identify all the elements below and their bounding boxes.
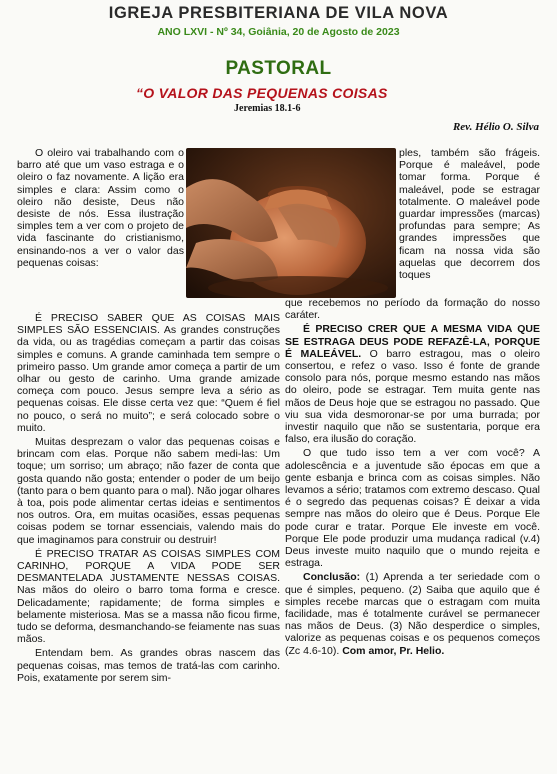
paragraph-despise: Muitas desprezam o valor das pequenas coisas e brincam com elas. Porque não sabem medi-las: Um toque; um sorriso; um abraço; não fazer de conta que gosta quando não gosta; entender o poder de um beijo (tanto para o bem quanto para o mal). Não jogar olhares à toa, pois pode alimentar certas ideias e sentimentos nos outros. Ora, em muitas ocasiões, essas pequenas coisas podem se tornar essenciais, valendo mais do que imaginamos para construir ou destruir! bbox=[17, 436, 280, 546]
potter-photo bbox=[186, 148, 396, 298]
paragraph-essential: É PRECISO SABER QUE AS COISAS MAIS SIMPLES SÃO ESSENCIAIS. As grandes construções da vida, ou as tragédias começam a partir das coisas simples e comuns. A grande caminhada tem sempre o primeiro passo. Um grande amor começa a partir de um olhar ou gesto de carinho. Uma grande amizade começa com pouco. Jesus sempre leva a sério as pequenas coisas. Ele disse certa vez que: “Quem é fiel no pouco, o será no muito”; e será colocado sobre o muito. bbox=[17, 312, 280, 434]
section-title: PASTORAL bbox=[225, 58, 332, 79]
church-name: IGREJA PRESBITERIANA DE VILA NOVA bbox=[108, 4, 449, 22]
paragraph-right-top: ples, também são frágeis. Porque é maleável, pode tomar forma. Porque é maleável, pode se estragar totalmente. O maleável pode guardar impressões (marcas) profundas para sempre; As grandes impressões que ficam na nossa vida são aquelas que decorrem dos toques bbox=[399, 147, 540, 282]
paragraph-great-works: Entendam bem. As grandes obras nascem das pequenas coisas, mas temos de tratá-las com carinho. Pois, exatamente por serem sim- bbox=[17, 647, 280, 684]
article-title: “O VALOR DAS PEQUENAS COISAS bbox=[136, 85, 388, 101]
closing-signature: Com amor, Pr. Helio. bbox=[342, 644, 445, 657]
paragraph-intro: O oleiro vai trabalhando com o barro até que um vaso estraga e o oleiro o faz novamente. A lição era simples e clara: Assim como o oleiro não desiste, Deus não desiste de nós. Essa ilustração simples tem a ver com o projeto de vida fascinante do cristianismo, ensinando-nos a ver o valor das pequenas coisas: bbox=[17, 147, 184, 269]
scripture-reference: Jeremias 18.1-6 bbox=[234, 103, 301, 114]
column-right-top bbox=[399, 147, 540, 283]
column-left-top bbox=[17, 147, 184, 271]
paragraph-believe bbox=[285, 323, 540, 445]
believe-text: O barro estragou, mas o oleiro consertou, e refez o vaso. Isso é fonte de grande consolo para nós, porque mesmo estando nas mãos do oleiro, pode se estragar. Tem muita gente nas mãos de Deus hoje que se estragou no passado. Que viu sua vida desmoronar-se por uma burrada; por investir naquilo que não se sustentaria, porque era falso, era ilusão do coração. bbox=[285, 347, 540, 446]
conclusion-text: (1) Aprenda a ter seriedade com o que é simples, pequeno. (2) Saiba que aquilo que é simples recebe marcas que o estragam com muita facilidade, mas é totalmente curável se permanecer nas mãos de Deus. (3) Não desperdice o simples, valorize as pequenas coisas e os pequenos começos (Zc 4.6-10). bbox=[285, 571, 540, 657]
paragraph-treat-carefully: É PRECISO TRATAR AS COISAS SIMPLES COM CARINHO, PORQUE A VIDA PODE SER DESMANTELADA JUSTAMENTE NESSAS COISAS. Nas mãos do oleiro o barro toma forma e cresce. Delicadamente; rapidamente; de forma simples e belamente misteriosa. Mas se a massa não ficou firme, tudo se deforma, desmanchando-se feiamente nas suas mãos. bbox=[17, 547, 280, 646]
author-name: Rev. Hélio O. Silva bbox=[452, 121, 539, 133]
column-right-main bbox=[285, 297, 540, 659]
column-left-main bbox=[17, 312, 280, 686]
believe-heading: É PRECISO CRER QUE A MESMA VIDA QUE SE ESTRAGA DEUS PODE REFAZÊ-LA, PORQUE É MALEÁVEL. bbox=[285, 323, 540, 360]
paragraph-what-to-do: O que tudo isso tem a ver com você? A adolescência e a juventude são épocas em que a gente esbanja e brinca com as coisas simples. Não levamos a sério; tratamos com extremo descaso. Qual é o segredo das pequenas coisas? É deixar a vida sempre nas mãos do oleiro que é Deus. Porque Ele pode curar e tratar. Porque Ele investe em você. Porque Ele pode produzir uma mudança radical (v.4) Deus investe muito naquilo que o mundo rejeita e estraga. bbox=[285, 447, 540, 570]
issue-line: ANO LXVI - Nº 34, Goiânia, 20 de Agosto de 2023 bbox=[157, 26, 400, 38]
paragraph-conclusion bbox=[285, 571, 540, 656]
conclusion-label: Conclusão: bbox=[303, 571, 361, 584]
potter-hands-image bbox=[186, 148, 396, 298]
paragraph-formation: que recebemos no período da formação do nosso caráter. bbox=[285, 297, 540, 322]
